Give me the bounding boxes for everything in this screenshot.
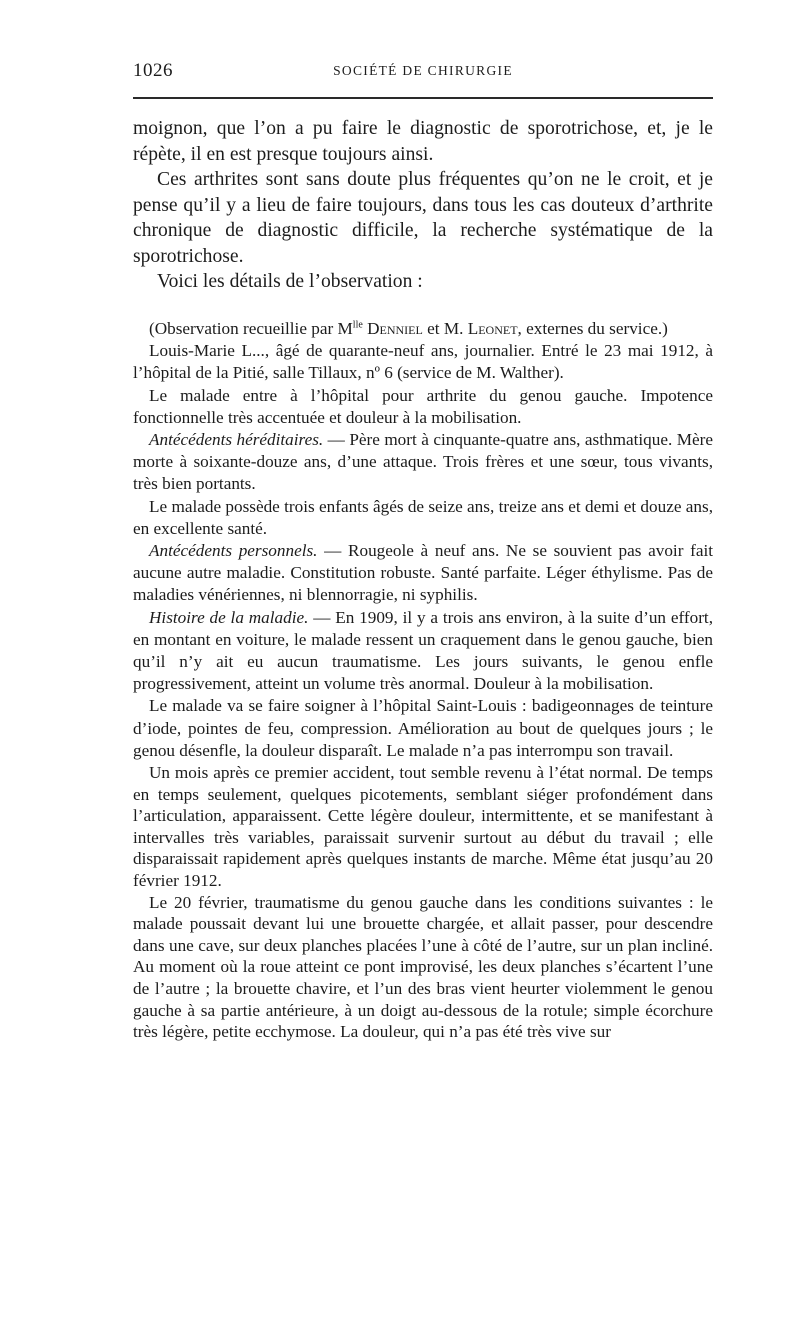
credit-superscript: lle xyxy=(352,319,363,331)
trauma-paragraph: Le 20 février, traumatisme du genou gauche dans les conditions suivantes : le malade poussait devant lui une brouette chargée, et allait passer, pour descendre dans une cave, sur deux planches placées l’une à côté de l’autre, sur un plan incliné. Au moment où la roue atteint ce pont improvisé, les deux planches s’écartent l’une de l’autre ; la brouette chavire, et l’un des bras vient heurter violemment le genou gauche à sa partie antérieure, à un doigt au-dessous de la rotule; simple écorchure très légère, petite ecchymose. La douleur, qui n’a pas été très vive sur xyxy=(133,892,713,1042)
credit-mid: et M. xyxy=(422,319,468,338)
section-label: Antécédents héréditaires. xyxy=(149,430,324,450)
observation-text xyxy=(133,318,713,1043)
treatment-paragraph: Le malade va se faire soigner à l’hôpital Saint-Louis : badigeonnages de teinture d’iode, pointes de feu, compression. Amélioration au bout de quelques jours ; le genou désenfle, la douleur disparaît. Le malade n’a pas interrompu son travail. xyxy=(133,696,713,760)
section-label: Antécédents personnels. xyxy=(149,541,318,561)
month-after-paragraph: Un mois après ce premier accident, tout semble revenu à l’état normal. De temps en temps seulement, quelques picotements, semblant siéger profondément dans l’articulation, apparaissent. Cette légère douleur, intermittente, et se manifestant à intervalles très variables, paraissait survenir surtout au début du travail ; elle disparaissait rapidement après quelques instants de marche. Même état jusqu’au 20 février 1912. xyxy=(133,763,713,891)
section-text: — En 1909, il y a trois ans environ, à la suite d’un effort, en montant en voiture, le malade ressent un craquement dans le genou gauche, bien qu’il n’y ait eu aucun traumatisme. Les jours suivants, le genou enfle progressivement, atteint un volume très anormal. Douleur à la mobilisation. xyxy=(133,607,713,694)
observation-credit xyxy=(133,318,713,340)
credit-after: , externes du service.) xyxy=(517,319,668,338)
page-header xyxy=(133,60,713,86)
credit-before: (Observation recueillie par M xyxy=(149,319,353,338)
paragraph: Ces arthrites sont sans doute plus fréquentes qu’on ne le croit, et je pense qu’il y a lieu de faire toujours, dans tous les cas douteux d’arthrite chronique de diagnostic difficile, la recherche systématique de la sporotrichose. xyxy=(133,169,713,267)
hereditary-paragraph xyxy=(133,429,713,496)
children-paragraph: Le malade possède trois enfants âgés de seize ans, treize ans et demi et douze ans, en excellente santé. xyxy=(133,496,713,538)
credit-name-2: Leonet xyxy=(467,319,518,338)
section-text: — Père mort à cinquante-quatre ans, asthmatique. Mère morte à soixante-douze ans, d’une attaque. Trois frères et une sœur, tous vivants, très bien portants. xyxy=(133,430,713,494)
history-paragraph xyxy=(133,607,713,696)
credit-name-1: Denniel xyxy=(362,319,423,338)
running-title: SOCIÉTÉ DE CHIRURGIE xyxy=(333,63,513,78)
intro-text xyxy=(133,116,713,295)
paragraph: moignon, que l’on a pu faire le diagnostic de sporotrichose, et, je le répète, il en est presque toujours ainsi. xyxy=(133,118,713,165)
paragraph: Voici les détails de l’observation : xyxy=(157,271,423,292)
header-rule xyxy=(133,97,713,99)
personal-paragraph xyxy=(133,540,713,607)
patient-identity: Louis-Marie L..., âgé de quarante-neuf ans, journalier. Entré le 23 mai 1912, à l’hôpital de la Pitié, salle Tillaux, nº 6 (service de M. Walther). xyxy=(133,341,713,383)
page-number: 1026 xyxy=(133,60,173,81)
admission-paragraph: Le malade entre à l’hôpital pour arthrite du genou gauche. Impotence fonctionnelle très accentuée et douleur à la mobilisation. xyxy=(133,385,713,427)
section-label: Histoire de la maladie. xyxy=(149,607,309,627)
section-text: — Rougeole à neuf ans. Ne se souvient pas avoir fait aucune autre maladie. Constitution robuste. Santé parfaite. Léger éthylisme. Pas de maladies vénériennes, ni blennorragie, ni syphilis. xyxy=(133,541,713,605)
